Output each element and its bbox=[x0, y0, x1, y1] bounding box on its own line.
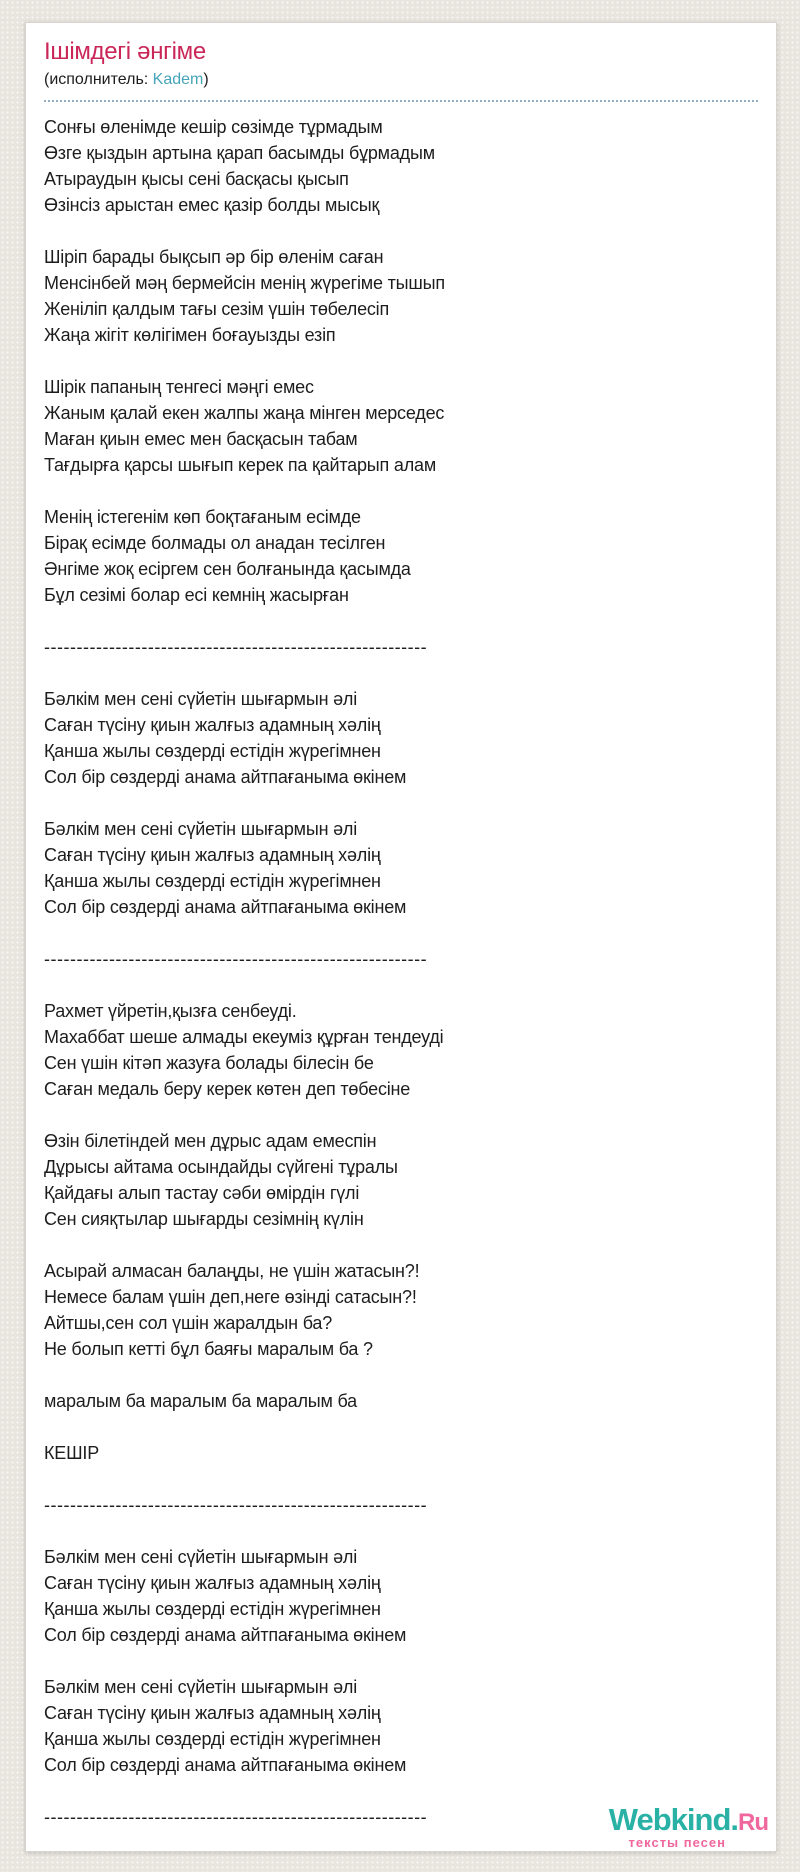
lyric-line: Әнгіме жоқ есіргем сен болғанында қасымда bbox=[44, 559, 411, 579]
lyric-line bbox=[44, 1232, 758, 1258]
lyric-line: Махаббат шеше алмады екеуміз құрған тендеуді bbox=[44, 1027, 444, 1047]
lyric-line: Менсінбей мәң бермейсін менің жүрегіме тышып bbox=[44, 273, 445, 293]
lyric-line: Саған медаль беру керек көтен деп төбесіне bbox=[44, 1079, 411, 1099]
lyric-line bbox=[44, 1648, 758, 1674]
lyric-line bbox=[44, 660, 758, 686]
lyric-line: Женіліп қалдым тағы сезім үшін төбелесіп bbox=[44, 299, 390, 319]
artist-row bbox=[44, 71, 758, 102]
separator-line: ----------------------------------------------------------- bbox=[44, 949, 428, 969]
logo-tagline: тексты песен bbox=[628, 1835, 726, 1850]
lyric-line: Тағдырға қарсы шығып керек па қайтарып алам bbox=[44, 455, 436, 475]
lyric-line bbox=[44, 348, 758, 374]
lyric-line bbox=[44, 920, 758, 946]
lyric-line bbox=[44, 972, 758, 998]
lyric-line: Не болып кетті бұл баяғы маралым ба ? bbox=[44, 1339, 373, 1359]
lyric-line: Қанша жылы сөздерді естідін жүрегімнен bbox=[44, 741, 381, 761]
lyric-line: Шіріп барады бықсып әр бір өленім саған bbox=[44, 247, 384, 267]
lyric-line bbox=[44, 1362, 758, 1388]
logo-name: Webkind. bbox=[608, 1802, 738, 1837]
lyric-line: Өзін білетіндей мен дұрыс адам емеспін bbox=[44, 1131, 377, 1151]
lyric-line bbox=[44, 1414, 758, 1440]
lyric-line: Бәлкім мен сені сүйетін шығармын әлі bbox=[44, 1677, 358, 1697]
lyrics-card bbox=[25, 22, 777, 1852]
lyric-line: Менің істегенім көп боқтағаным есімде bbox=[44, 507, 361, 527]
artist-link[interactable]: Kadem bbox=[152, 71, 204, 88]
logo-wordmark bbox=[609, 1804, 768, 1835]
lyric-line: Саған түсіну қиын жалғыз адамның хәлің bbox=[44, 1573, 381, 1593]
lyric-line: Сол бір сөздерді анама айтпағаныма өкінем bbox=[44, 767, 407, 787]
lyric-line: Өзінсіз арыстан емес қазір болды мысық bbox=[44, 195, 380, 215]
lyric-line bbox=[44, 1778, 758, 1804]
lyric-line: Өзге қыздын артына қарап басымды бұрмадым bbox=[44, 143, 435, 163]
lyric-line: Сонғы өленімде кешір сөзімде тұрмадым bbox=[44, 117, 383, 137]
lyric-line: Атыраудын қысы сені басқасы қысып bbox=[44, 169, 349, 189]
artist-suffix: ) bbox=[203, 71, 209, 88]
lyric-line: Қайдағы алып тастау сәби өмірдін гүлі bbox=[44, 1183, 360, 1203]
lyric-line bbox=[44, 218, 758, 244]
separator-line: ----------------------------------------------------------- bbox=[44, 1495, 428, 1515]
lyric-line bbox=[44, 790, 758, 816]
lyric-line bbox=[44, 1466, 758, 1492]
logo-domain: Ru bbox=[738, 1809, 768, 1836]
lyric-line: Рахмет үйретін,қызға сенбеуді. bbox=[44, 1001, 297, 1021]
lyric-line: КЕШІР bbox=[44, 1443, 99, 1463]
webkind-logo[interactable] bbox=[609, 1804, 768, 1849]
lyric-line: Сен сияқтылар шығарды сезімнің күлін bbox=[44, 1209, 364, 1229]
lyric-line: Саған түсіну қиын жалғыз адамның хәлің bbox=[44, 715, 381, 735]
lyric-line: Сол бір сөздерді анама айтпағаныма өкінем bbox=[44, 1755, 407, 1775]
lyric-line: Сол бір сөздерді анама айтпағаныма өкінем bbox=[44, 1625, 407, 1645]
lyric-line: Саған түсіну қиын жалғыз адамның хәлің bbox=[44, 845, 381, 865]
lyric-line: Сол бір сөздерді анама айтпағаныма өкінем bbox=[44, 897, 407, 917]
lyric-line: Қанша жылы сөздерді естідін жүрегімнен bbox=[44, 871, 381, 891]
song-title: Ішімдегі әнгіме bbox=[44, 38, 206, 65]
separator-line: ----------------------------------------------------------- bbox=[44, 637, 428, 657]
lyric-line bbox=[44, 1518, 758, 1544]
lyric-line: Бәлкім мен сені сүйетін шығармын әлі bbox=[44, 1547, 358, 1567]
lyric-line: Қанша жылы сөздерді естідін жүрегімнен bbox=[44, 1599, 381, 1619]
lyric-line: Жаңа жігіт көлігімен боғауызды езіп bbox=[44, 325, 336, 345]
lyric-line: Немесе балам үшін деп,неге өзінді сатасын?! bbox=[44, 1287, 417, 1307]
lyric-line: маралым ба маралым ба маралым ба bbox=[44, 1391, 357, 1411]
lyric-line: Айтшы,сен сол үшін жаралдын ба? bbox=[44, 1313, 333, 1333]
lyrics-text bbox=[44, 114, 758, 1830]
lyric-line: Маған қиын емес мен басқасын табам bbox=[44, 429, 358, 449]
lyric-line: Сен үшін кітәп жазуға болады білесін бе bbox=[44, 1053, 374, 1073]
lyric-line: Шірік папаның тенгесі мәңгі емес bbox=[44, 377, 314, 397]
lyric-line bbox=[44, 1102, 758, 1128]
lyric-line: Дұрысы айтама осындайды сүйгені тұралы bbox=[44, 1157, 398, 1177]
lyric-line: Қанша жылы сөздерді естідін жүрегімнен bbox=[44, 1729, 381, 1749]
lyric-line bbox=[44, 608, 758, 634]
separator-line: ----------------------------------------------------------- bbox=[44, 1807, 428, 1827]
artist-label: (исполнитель: bbox=[44, 71, 153, 88]
lyric-line: Бәлкім мен сені сүйетін шығармын әлі bbox=[44, 819, 358, 839]
lyric-line bbox=[44, 478, 758, 504]
lyric-line: Жаным қалай екен жалпы жаңа мінген мерседес bbox=[44, 403, 445, 423]
lyric-line: Саған түсіну қиын жалғыз адамның хәлің bbox=[44, 1703, 381, 1723]
lyric-line: Бәлкім мен сені сүйетін шығармын әлі bbox=[44, 689, 358, 709]
lyric-line: Бірақ есімде болмады ол анадан тесілген bbox=[44, 533, 386, 553]
lyric-line: Бұл сезімі болар есі кемнің жасырған bbox=[44, 585, 349, 605]
lyric-line: Асырай алмасан балаңды, не үшін жатасын?! bbox=[44, 1261, 420, 1281]
